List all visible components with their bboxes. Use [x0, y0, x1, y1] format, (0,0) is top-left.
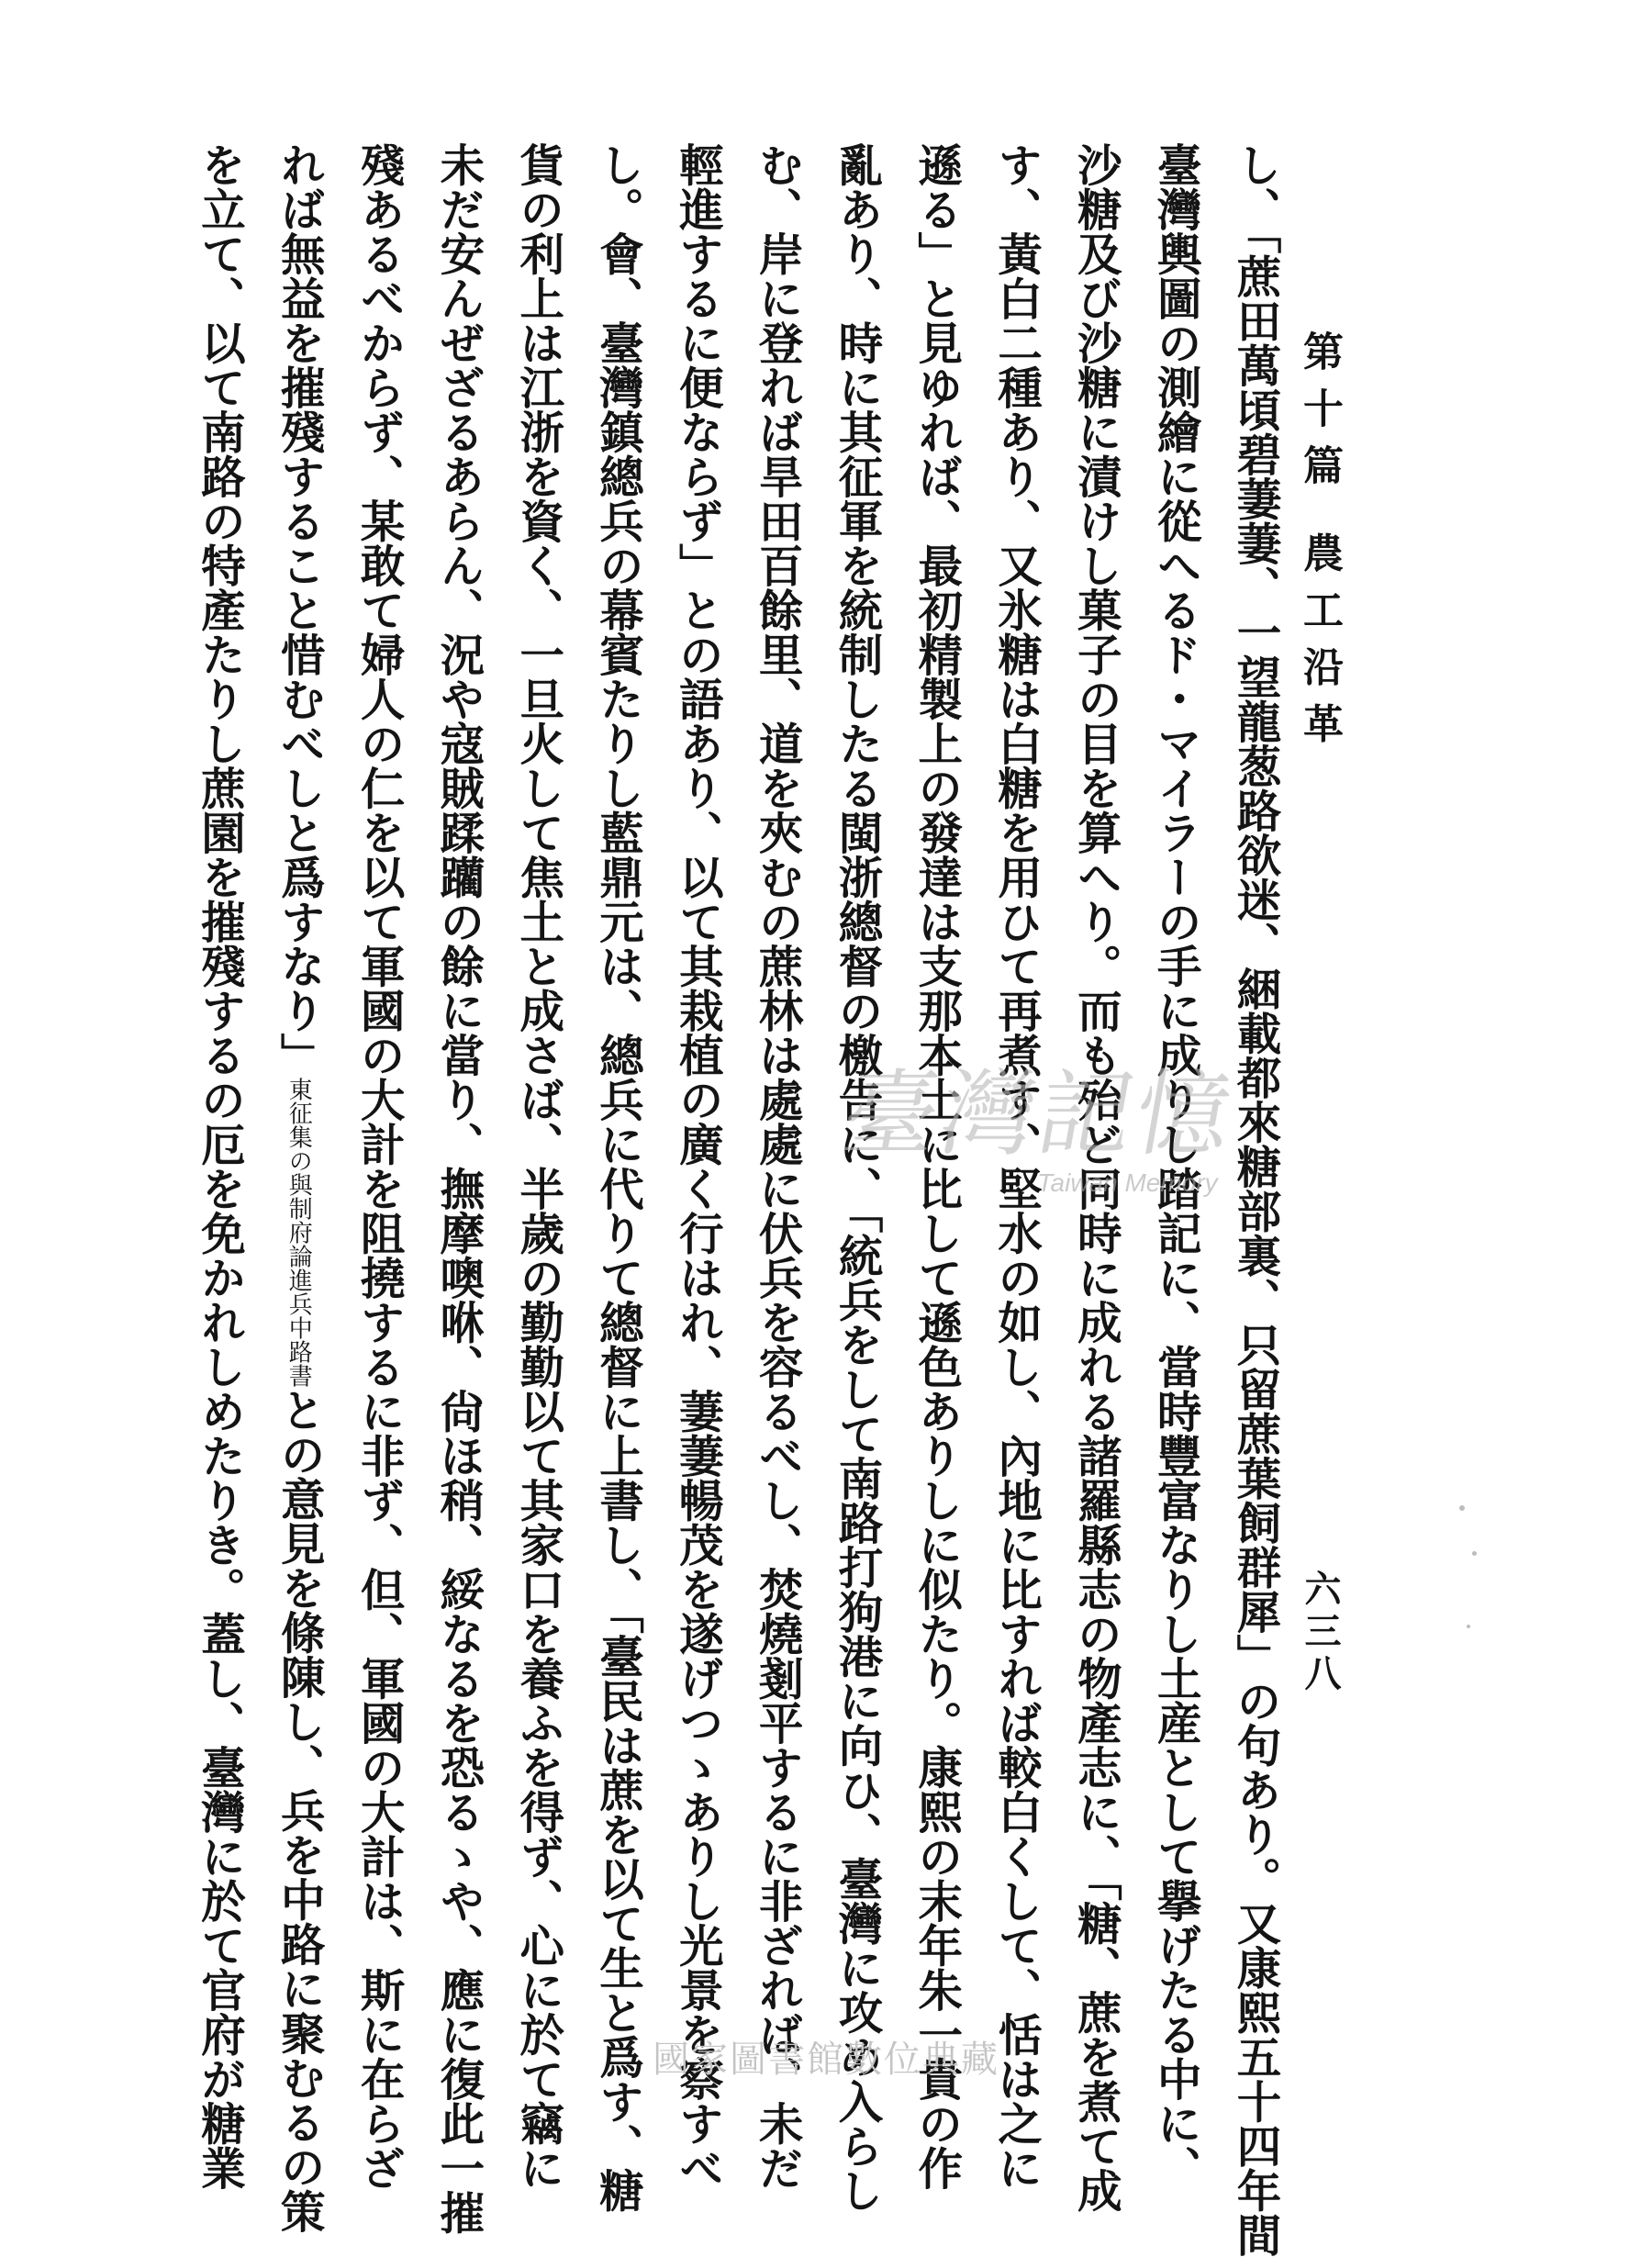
text-column: 輕進するに便ならず」との語あり、以て其栽植の廣く行はれ、萋萋暢茂を遂げつゝありし光景を察すべ [671, 142, 724, 2190]
text-column: 沙糖及び沙糖に漬けし菓子の目を算へり。而も殆ど同時に成れる諸羅縣志の物產志に、「糖、蔗を煮て成 [1069, 142, 1122, 2213]
page-number: 六三八 [1299, 1570, 1342, 1696]
text-column: を立て、以て南路の特產たりし蔗園を摧殘するの厄を免かれしめたりき。蓋し、臺灣に於て官府が糖業 [193, 142, 246, 2190]
text-column: 亂あり、時に其征軍を統制したる閩浙總督の檄告に、「統兵をして南路打狗港に向ひ、臺灣に攻め入らし [830, 142, 883, 2213]
scan-speck [1467, 1625, 1470, 1628]
watermark-logo [834, 1060, 1285, 1216]
text-column: 貨の利上は江浙を資く、一旦火して焦土と成さば、半歲の勤勤以て其家口を養ふを得ず、心に於て竊に [511, 142, 564, 2190]
watermark-subtitle: Taiwan Memory [1037, 1168, 1218, 1197]
text-column: 遜る」と見ゆれば、最初精製上の發達は支那本土に比して遜色ありしに似たり。康熙の末年朱一貴の作 [910, 142, 963, 2190]
chapter-title: 第十篇 農工沿革 [1296, 330, 1343, 760]
watermark-chars: 臺灣記憶 [834, 1060, 1244, 1169]
text-column: 殘あるべからず、某敢て婦人の仁を以て軍國の大計を阻撓するに非ず、但、軍國の大計は、斯に在らざ [352, 142, 406, 2190]
text-column: れば無益を摧殘すること惜むべしと爲すなり」 [273, 142, 326, 1078]
text-column-tail: との意見を條陳し、兵を中路に聚むるの策 [273, 1387, 326, 2233]
text-column: し。會、臺灣鎮總兵の幕賓たりし藍鼎元は、總兵に代りて總督に上書し、「臺民は蔗を以て生と爲す、糖 [591, 142, 644, 2213]
text-column: む、岸に登れば旱田百餘里、道を夾むの蔗林は處處に伏兵を容るべし、焚燒剗平するに非ざれば、未だ [751, 142, 804, 2190]
citation-note: 東征集の與制府論進兵中路書 [285, 1077, 313, 1388]
text-column: 臺灣輿圖の測繪に從へるド・マイラーの手に成りし踏記に、當時豐富なりし土産として擧げたる中に、 [1149, 142, 1202, 2190]
footer-library-credit: 國家圖書館數位典藏 [653, 2039, 999, 2081]
text-column: す、黃白二種あり、又氷糖は白糖を用ひて再煮す、堅水の如し、內地に比すれば較白くして、恬は之に [989, 142, 1043, 2190]
scan-speck [1472, 1551, 1477, 1556]
scan-speck [1459, 1505, 1465, 1511]
text-column: し、「蔗田萬頃碧萋萋、一望龍葱路欲迷、綑載都來糖部裏、只留蔗葉飼群犀」の句あり。又康熙五十四年間 [1229, 142, 1281, 2257]
text-column: 未だ安んぜざるあらん、況や寇賊蹂躪の餘に當り、撫摩噢咻、尙ほ稍、綏なるを恐るゝや、應に復此一摧 [431, 142, 485, 2235]
